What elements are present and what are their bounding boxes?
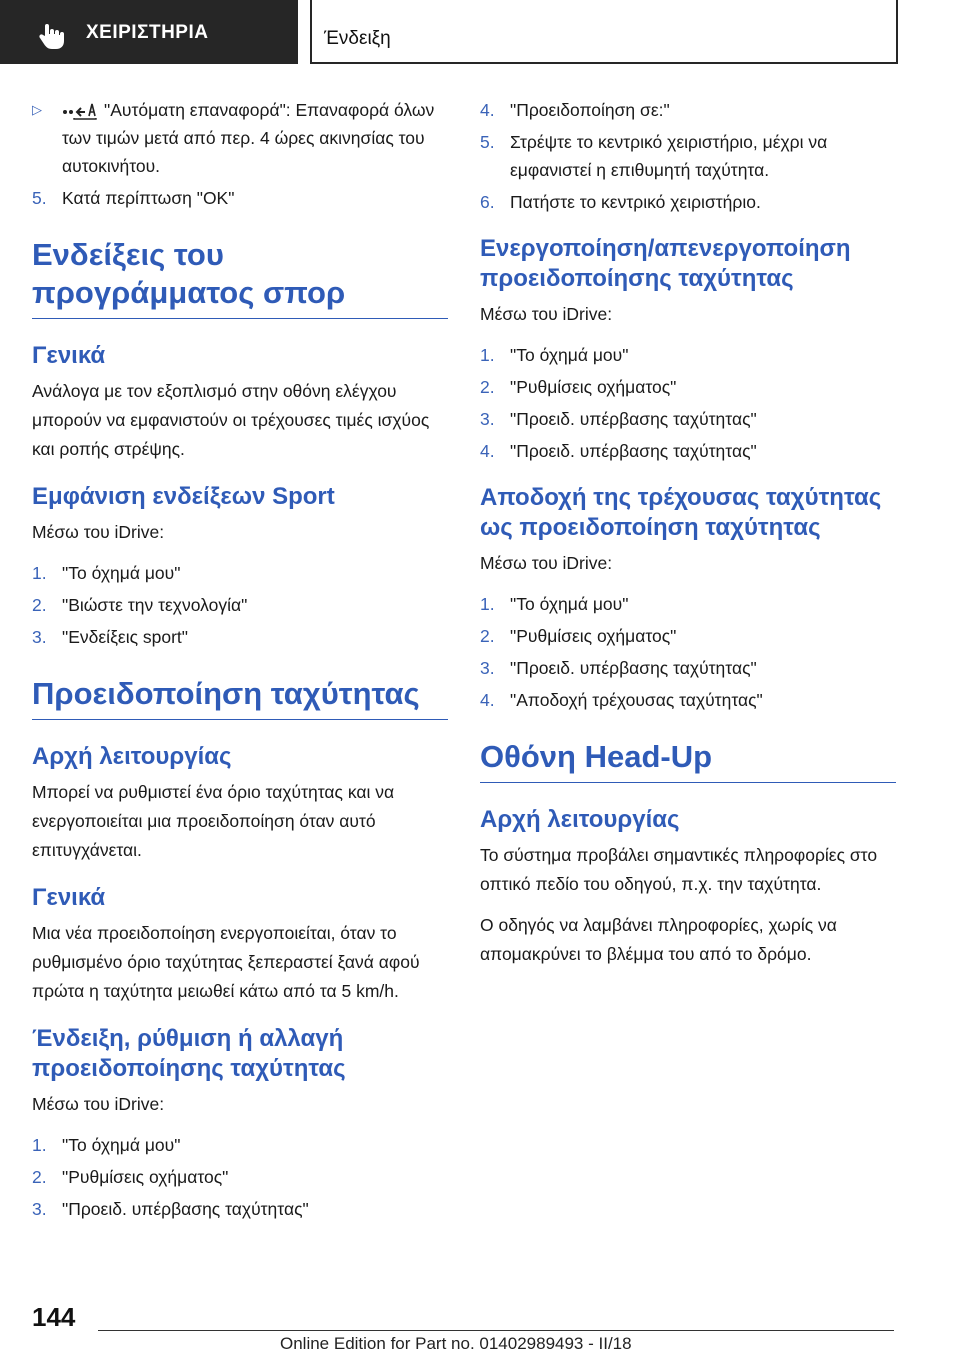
list-item bbox=[480, 437, 896, 465]
step-text: "Προειδ. υπέρβασης ταχύτητας" bbox=[510, 409, 757, 429]
paragraph: Μέσω του iDrive: bbox=[480, 304, 613, 324]
step-number: 4. bbox=[480, 100, 495, 120]
paragraph: Μια νέα προειδοποίηση ενεργοποιείται, όταν το ρυθμισμένο όριο ταχύτητας ξεπεραστεί ξανά αφού πρώτα η ταχύτητα μειωθεί κάτω από τα 5 km/h. bbox=[32, 923, 420, 1001]
step-text: "Προειδ. υπέρβασης ταχύτητας" bbox=[62, 1199, 309, 1219]
step-text: "Το όχημά μου" bbox=[510, 345, 629, 365]
heading-principle: Αρχή λειτουργίας bbox=[32, 743, 232, 770]
step-text: "Ρυθμίσεις οχήματος" bbox=[510, 377, 677, 397]
list-item bbox=[32, 623, 448, 651]
heading-general: Γενικά bbox=[32, 342, 106, 369]
list-item bbox=[32, 1195, 448, 1223]
heading-accept: Αποδοχή της τρέχουσας ταχύτητας ως προειδοποίηση ταχύτητας bbox=[480, 484, 882, 541]
list-item bbox=[480, 654, 896, 682]
list-item bbox=[480, 128, 896, 184]
auto-reset-icon bbox=[62, 100, 98, 120]
list-item bbox=[480, 188, 896, 216]
step-number: 5. bbox=[32, 188, 47, 208]
section-label: ΧΕΙΡΙΣΤΗΡΙΑ bbox=[86, 22, 209, 43]
list-item bbox=[480, 686, 896, 714]
step-number: 2. bbox=[32, 595, 47, 615]
list-item bbox=[32, 559, 448, 587]
step-number: 2. bbox=[480, 626, 495, 646]
heading-display-set: Ένδειξη, ρύθμιση ή αλλαγή προειδοποίησης ταχύτητας bbox=[32, 1025, 346, 1082]
footer-divider bbox=[98, 1330, 894, 1331]
set-steps-continued bbox=[480, 96, 896, 216]
edition-note: Online Edition for Part no. 01402989493 - II/18 bbox=[280, 1334, 632, 1353]
paragraph: Μπορεί να ρυθμιστεί ένα όριο ταχύτητας και να ενεργοποιείται μια προειδοποίηση όταν αυτό επιτυγχάνεται. bbox=[32, 782, 395, 860]
section-tab bbox=[0, 0, 298, 64]
page-footer bbox=[0, 1290, 960, 1362]
step-text: "Προειδ. υπέρβασης ταχύτητας" bbox=[510, 441, 757, 461]
topic-label: Ένδειξη bbox=[324, 28, 391, 49]
step-text: "Το όχημά μου" bbox=[62, 563, 181, 583]
step-text: "Το όχημά μου" bbox=[510, 594, 629, 614]
list-item bbox=[32, 1163, 448, 1191]
activate-steps-list bbox=[480, 341, 896, 465]
step-number: 5. bbox=[480, 132, 495, 152]
step-number: 1. bbox=[480, 594, 495, 614]
step-number: 1. bbox=[480, 345, 495, 365]
step-number: 1. bbox=[32, 563, 47, 583]
heading-general: Γενικά bbox=[32, 884, 106, 911]
page-number: 144 bbox=[32, 1302, 76, 1332]
step-text: "Προειδ. υπέρβασης ταχύτητας" bbox=[510, 658, 757, 678]
list-item bbox=[480, 96, 896, 124]
heading-speed-warning: Προειδοποίηση ταχύτητας bbox=[32, 675, 448, 720]
step-text: "Αποδοχή τρέχουσας ταχύτητας" bbox=[510, 690, 763, 710]
step-number: 3. bbox=[480, 409, 495, 429]
step-number: 6. bbox=[480, 192, 495, 212]
paragraph: Μέσω του iDrive: bbox=[32, 522, 165, 542]
right-column bbox=[480, 96, 896, 981]
paragraph: Μέσω του iDrive: bbox=[32, 1094, 165, 1114]
paragraph: Ο οδηγός να λαμβάνει πληροφορίες, χωρίς να απομακρύνει το βλέμμα του από το δρόμο. bbox=[480, 915, 837, 964]
step-text: "Ρυθμίσεις οχήματος" bbox=[62, 1167, 229, 1187]
list-item bbox=[480, 405, 896, 433]
heading-sport-display: Εμφάνιση ενδείξεων Sport bbox=[32, 483, 335, 510]
step-text: Κατά περίπτωση "OK" bbox=[62, 188, 235, 208]
page-header bbox=[0, 0, 960, 66]
step-text: "Το όχημά μου" bbox=[62, 1135, 181, 1155]
list-item bbox=[480, 373, 896, 401]
step-text: Στρέψτε το κεντρικό χειριστήριο, μέχρι να εμφανιστεί η επιθυμητή ταχύτητα. bbox=[510, 132, 828, 180]
list-item bbox=[480, 622, 896, 650]
step-text: "Βιώστε την τεχνολογία" bbox=[62, 595, 248, 615]
step-number: 2. bbox=[480, 377, 495, 397]
sport-steps-list bbox=[32, 559, 448, 651]
left-column bbox=[32, 96, 448, 1241]
heading-sport: Ενδείξεις του προγράμματος σπορ bbox=[32, 236, 448, 319]
triangle-bullet-icon: ▷ bbox=[32, 102, 42, 117]
paragraph: Μέσω του iDrive: bbox=[480, 553, 613, 573]
accept-steps-list bbox=[480, 590, 896, 714]
hand-pointer-icon bbox=[36, 22, 66, 50]
list-item bbox=[480, 590, 896, 618]
list-item bbox=[480, 341, 896, 369]
heading-hud: Οθόνη Head-Up bbox=[480, 738, 896, 783]
list-item bbox=[32, 96, 448, 180]
step-text: Πατήστε το κεντρικό χειριστήριο. bbox=[510, 192, 761, 212]
step-number: 4. bbox=[480, 441, 495, 461]
list-item bbox=[32, 184, 448, 212]
topic-tab bbox=[310, 0, 898, 64]
step-number: 3. bbox=[32, 627, 47, 647]
step-text: "Ρυθμίσεις οχήματος" bbox=[510, 626, 677, 646]
list-item bbox=[32, 591, 448, 619]
step-number: 4. bbox=[480, 690, 495, 710]
step-text: "Προειδοποίηση σε:" bbox=[510, 100, 670, 120]
step-text: "Ενδείξεις sport" bbox=[62, 627, 189, 647]
paragraph: Το σύστημα προβάλει σημαντικές πληροφορίες στο οπτικό πεδίο του οδηγού, π.χ. την ταχύτητα. bbox=[480, 845, 878, 894]
paragraph: Ανάλογα με τον εξοπλισμό στην οθόνη ελέγχου μπορούν να εμφανιστούν οι τρέχουσες τιμές ισχύος και ροπής στρέψης. bbox=[32, 381, 430, 459]
step-number: 2. bbox=[32, 1167, 47, 1187]
heading-principle: Αρχή λειτουργίας bbox=[480, 806, 680, 833]
reset-item-text: "Αυτόματη επαναφορά": Επαναφορά όλων των τιμών μετά από περ. 4 ώρες ακινησίας του αυτοκινήτου. bbox=[62, 100, 435, 176]
step-number: 3. bbox=[480, 658, 495, 678]
list-item bbox=[32, 1131, 448, 1159]
step-number: 3. bbox=[32, 1199, 47, 1219]
heading-activate: Ενεργοποίηση/απενεργοποίηση προειδοποίησης ταχύτητας bbox=[480, 235, 851, 292]
step-number: 1. bbox=[32, 1135, 47, 1155]
set-steps-list bbox=[32, 1131, 448, 1223]
